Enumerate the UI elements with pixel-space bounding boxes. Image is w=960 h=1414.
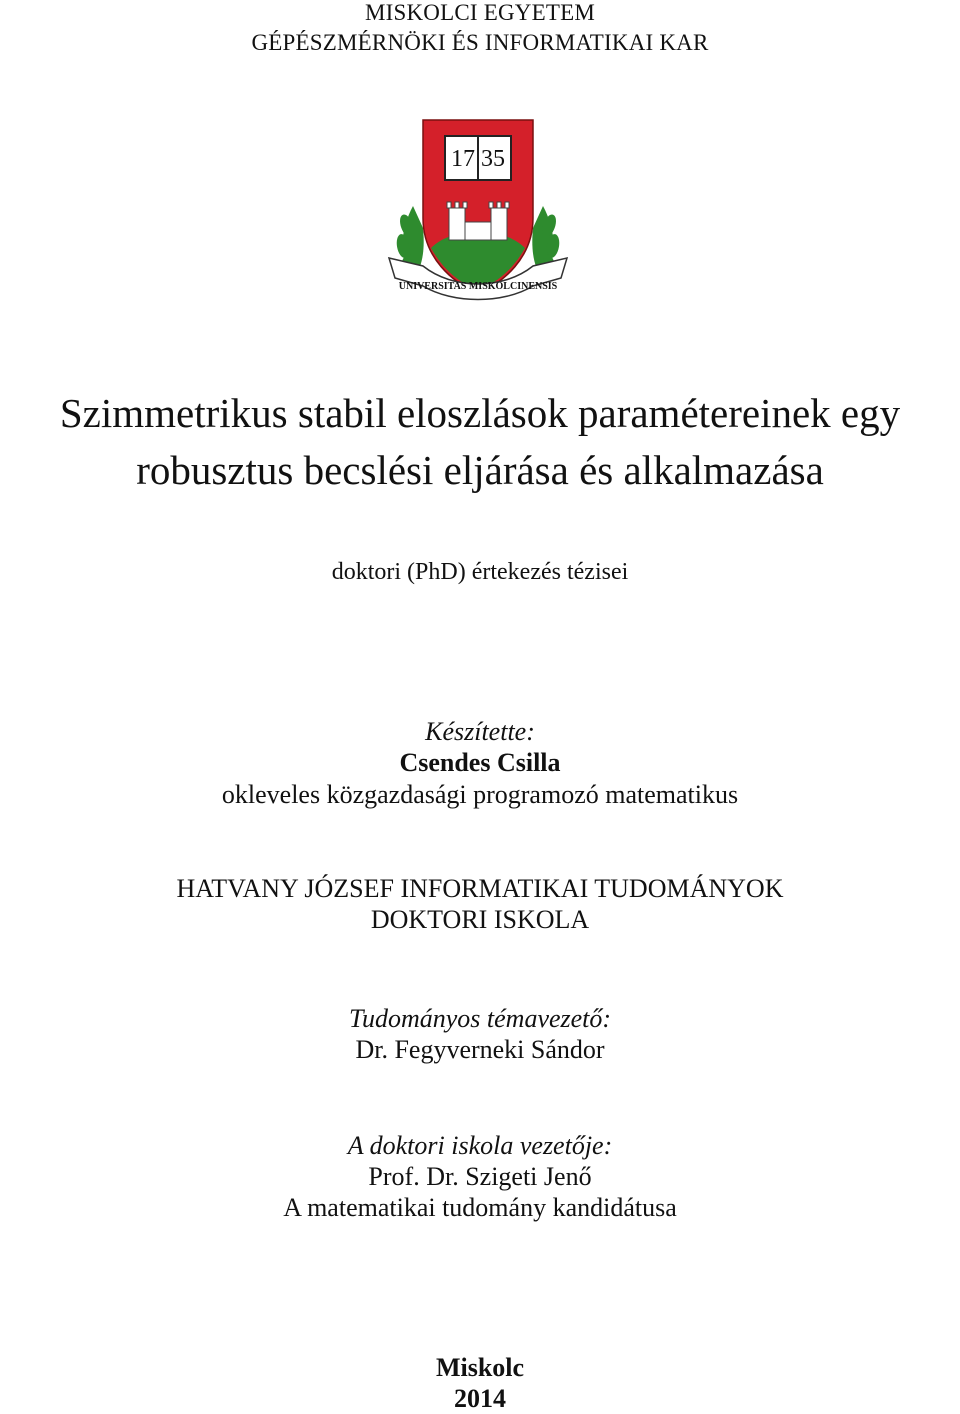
supervisor-name: Dr. Fegyverneki Sándor [355, 1035, 605, 1064]
school-head-title: A matematikai tudomány kandidátusa [283, 1193, 677, 1222]
university-name: MISKOLCI EGYETEM [365, 0, 595, 25]
supervisor-label: Tudományos témavezető: [348, 1004, 612, 1033]
footer-city: Miskolc [435, 1353, 525, 1382]
school-head-name: Prof. Dr. Szigeti Jenő [368, 1162, 592, 1191]
doctoral-school-line-2: DOKTORI ISKOLA [370, 905, 590, 934]
school-head-label: A doktori iskola vezetője: [347, 1131, 613, 1160]
author-label: Készítette: [425, 717, 535, 746]
doctoral-school-line-1: HATVANY JÓZSEF INFORMATIKAI TUDOMÁNYOK [176, 874, 784, 903]
logo-motto: UNIVERSITAS MISKOLCINENSIS [398, 281, 558, 292]
author-name: Csendes Csilla [399, 748, 561, 777]
thesis-title-line-1: Szimmetrikus stabil eloszlások paramétereinek egy [59, 390, 901, 436]
thesis-title-line-2: robusztus becslési eljárása és alkalmazása [136, 447, 824, 493]
thesis-subtitle: doktori (PhD) értekezés tézisei [331, 559, 629, 585]
faculty-name: GÉPÉSZMÉRNÖKI ÉS INFORMATIKAI KAR [251, 30, 709, 55]
university-coat-of-arms-logo [383, 118, 573, 308]
footer-year: 2014 [454, 1384, 506, 1413]
author-degree: okleveles közgazdasági programozó matematikus [221, 780, 739, 809]
logo-year: 17 35 [451, 146, 505, 172]
